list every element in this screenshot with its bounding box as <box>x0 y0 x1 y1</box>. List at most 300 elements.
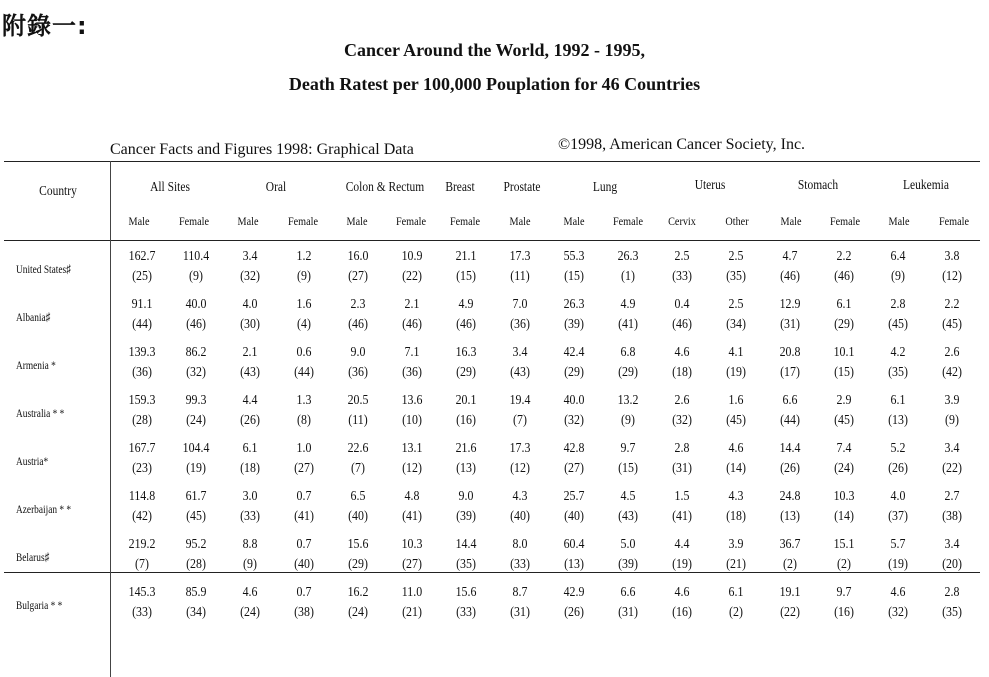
rate-cell <box>223 293 277 341</box>
rank-value: (25) <box>132 269 152 284</box>
rate-value: 2.8 <box>944 585 960 600</box>
rank-value: (9) <box>621 413 635 428</box>
rate-cell <box>493 341 547 389</box>
rate-cell <box>439 533 493 581</box>
rank-value: (18) <box>672 365 692 380</box>
rate-value: 6.1 <box>242 441 258 456</box>
rank-value: (9) <box>891 269 905 284</box>
rank-value: (32) <box>564 413 584 428</box>
rank-value: (36) <box>132 365 152 380</box>
rate-value: 1.3 <box>296 393 312 408</box>
subheader: Male <box>346 214 368 228</box>
rate-cell <box>223 245 277 293</box>
rate-value: 40.0 <box>185 297 207 312</box>
rank-value: (22) <box>402 269 422 284</box>
rank-value: (39) <box>618 557 638 572</box>
rate-value: 5.2 <box>890 441 906 456</box>
rate-value: 2.8 <box>674 441 690 456</box>
rate-value: 17.3 <box>509 249 531 264</box>
rate-cell <box>331 533 385 581</box>
rank-value: (43) <box>240 365 260 380</box>
rate-cell <box>817 581 871 629</box>
group-header-stomach: Stomach <box>797 178 839 193</box>
rate-value: 22.6 <box>347 441 369 456</box>
rank-value: (24) <box>186 413 206 428</box>
rate-value: 6.1 <box>890 393 906 408</box>
rate-cell <box>169 581 223 629</box>
rank-value: (33) <box>456 605 476 620</box>
rate-value: 2.2 <box>836 249 852 264</box>
rate-cell <box>817 437 871 485</box>
rate-value: 4.8 <box>404 489 420 504</box>
rate-cell <box>493 485 547 533</box>
country-name: Belarus♯ <box>16 549 50 564</box>
rate-value: 7.4 <box>836 441 852 456</box>
rate-value: 2.1 <box>404 297 420 312</box>
rank-value: (44) <box>780 413 800 428</box>
rate-cell <box>115 293 169 341</box>
group-header-colon-rectum: Colon & Rectum <box>345 180 425 195</box>
rate-cell <box>331 437 385 485</box>
group-header-prostate: Prostate <box>503 180 541 195</box>
rate-value: 159.3 <box>128 393 156 408</box>
rate-cell <box>493 533 547 581</box>
rate-value: 42.9 <box>563 585 585 600</box>
rank-value: (39) <box>564 317 584 332</box>
rate-cell <box>763 581 817 629</box>
rank-value: (31) <box>672 461 692 476</box>
rate-value: 1.6 <box>728 393 744 408</box>
rank-value: (26) <box>564 605 584 620</box>
rate-value: 10.3 <box>833 489 855 504</box>
rank-value: (35) <box>942 605 962 620</box>
rate-value: 16.2 <box>347 585 369 600</box>
rate-value: 6.6 <box>782 393 798 408</box>
rank-value: (40) <box>564 509 584 524</box>
rate-cell <box>169 389 223 437</box>
rate-cell <box>169 485 223 533</box>
rate-value: 25.7 <box>563 489 585 504</box>
rate-value: 10.1 <box>833 345 855 360</box>
rate-value: 95.2 <box>185 537 207 552</box>
rank-value: (37) <box>888 509 908 524</box>
rank-value: (29) <box>564 365 584 380</box>
rate-value: 0.7 <box>296 585 312 600</box>
country-cell <box>0 245 115 293</box>
rate-cell <box>709 245 763 293</box>
rate-cell <box>655 293 709 341</box>
rate-cell <box>763 293 817 341</box>
rank-value: (18) <box>240 461 260 476</box>
table-row <box>0 437 979 485</box>
rate-cell <box>817 341 871 389</box>
rate-value: 0.4 <box>674 297 690 312</box>
table-row <box>0 341 979 389</box>
rank-value: (12) <box>942 269 962 284</box>
rate-cell <box>439 293 493 341</box>
rank-value: (1) <box>621 269 635 284</box>
rate-cell <box>169 341 223 389</box>
rank-value: (30) <box>240 317 260 332</box>
rate-cell <box>601 389 655 437</box>
rank-value: (24) <box>240 605 260 620</box>
rank-value: (26) <box>780 461 800 476</box>
country-cell <box>0 485 115 533</box>
rate-cell <box>169 293 223 341</box>
rate-value: 4.4 <box>242 393 258 408</box>
rank-value: (21) <box>726 557 746 572</box>
rank-value: (38) <box>942 509 962 524</box>
rate-value: 4.1 <box>728 345 744 360</box>
rate-value: 9.7 <box>836 585 852 600</box>
country-cell <box>0 341 115 389</box>
rate-cell <box>223 533 277 581</box>
rate-value: 104.4 <box>182 441 210 456</box>
rate-cell <box>547 485 601 533</box>
rate-cell <box>817 245 871 293</box>
rate-cell <box>925 437 979 485</box>
rate-value: 12.9 <box>779 297 801 312</box>
rank-value: (11) <box>348 413 368 428</box>
rank-value: (42) <box>942 365 962 380</box>
rate-cell <box>925 293 979 341</box>
rate-cell <box>385 245 439 293</box>
rate-value: 20.1 <box>455 393 477 408</box>
rate-cell <box>331 581 385 629</box>
rate-cell <box>493 437 547 485</box>
rank-value: (32) <box>186 365 206 380</box>
rank-value: (9) <box>189 269 203 284</box>
rank-value: (16) <box>672 605 692 620</box>
rate-cell <box>493 293 547 341</box>
rate-cell <box>601 533 655 581</box>
country-name: Bulgaria * * <box>16 597 63 612</box>
rate-value: 4.6 <box>674 345 690 360</box>
rank-value: (2) <box>837 557 851 572</box>
rate-value: 3.4 <box>944 441 960 456</box>
country-cell <box>0 581 115 629</box>
rate-value: 114.8 <box>128 489 156 504</box>
rank-value: (44) <box>132 317 152 332</box>
rate-cell <box>331 341 385 389</box>
rate-value: 3.9 <box>944 393 960 408</box>
rate-value: 42.8 <box>563 441 585 456</box>
rate-value: 219.2 <box>128 537 156 552</box>
rate-cell <box>817 293 871 341</box>
rank-value: (43) <box>618 509 638 524</box>
group-header-lung: Lung <box>592 180 618 195</box>
rate-value: 167.7 <box>128 441 156 456</box>
subheader: Female <box>829 214 861 228</box>
country-name: Australia * * <box>16 405 65 420</box>
rank-value: (42) <box>132 509 152 524</box>
rate-cell <box>925 533 979 581</box>
title-line-1: Cancer Around the World, 1992 - 1995, <box>343 40 646 60</box>
rank-value: (16) <box>456 413 476 428</box>
rank-value: (40) <box>294 557 314 572</box>
rate-value: 162.7 <box>128 249 156 264</box>
rate-cell <box>925 581 979 629</box>
rank-value: (2) <box>783 557 797 572</box>
table-row <box>0 293 979 341</box>
subheader: Male <box>128 214 150 228</box>
rate-cell <box>493 245 547 293</box>
rank-value: (27) <box>402 557 422 572</box>
subheader: Cervix <box>668 214 696 228</box>
rate-value: 5.0 <box>620 537 636 552</box>
rate-cell <box>115 533 169 581</box>
rate-value: 2.6 <box>674 393 690 408</box>
rate-value: 4.2 <box>890 345 906 360</box>
group-header-breast: Breast <box>445 180 475 195</box>
rate-cell <box>115 245 169 293</box>
header-rule <box>4 240 980 241</box>
rate-cell <box>601 581 655 629</box>
rate-value: 10.3 <box>401 537 423 552</box>
rate-cell <box>547 533 601 581</box>
rate-value: 3.4 <box>512 345 528 360</box>
rank-value: (7) <box>135 557 149 572</box>
rate-cell <box>925 389 979 437</box>
rate-value: 16.0 <box>347 249 369 264</box>
rate-cell <box>277 293 331 341</box>
rate-cell <box>547 389 601 437</box>
rank-value: (22) <box>942 461 962 476</box>
rate-cell <box>493 581 547 629</box>
rate-value: 19.4 <box>509 393 531 408</box>
rank-value: (27) <box>294 461 314 476</box>
rate-cell <box>331 485 385 533</box>
rate-cell <box>871 485 925 533</box>
rate-value: 4.0 <box>242 297 258 312</box>
rate-value: 0.7 <box>296 489 312 504</box>
rate-value: 11.0 <box>401 585 423 600</box>
rate-cell <box>709 389 763 437</box>
rank-value: (19) <box>672 557 692 572</box>
rate-cell <box>871 245 925 293</box>
rank-value: (11) <box>510 269 530 284</box>
rate-value: 13.1 <box>401 441 423 456</box>
rate-value: 61.7 <box>185 489 207 504</box>
rank-value: (29) <box>618 365 638 380</box>
rate-cell <box>223 485 277 533</box>
rate-value: 4.6 <box>242 585 258 600</box>
rate-cell <box>925 485 979 533</box>
group-header-oral: Oral <box>265 180 287 195</box>
rate-cell <box>709 485 763 533</box>
rate-cell <box>385 389 439 437</box>
rate-cell <box>655 533 709 581</box>
rank-value: (31) <box>510 605 530 620</box>
rank-value: (12) <box>402 461 422 476</box>
rank-value: (46) <box>834 269 854 284</box>
rate-cell <box>763 485 817 533</box>
rate-value: 3.0 <box>242 489 258 504</box>
rank-value: (9) <box>945 413 959 428</box>
rate-cell <box>385 485 439 533</box>
country-cell <box>0 437 115 485</box>
country-name: United States♯ <box>16 261 71 276</box>
subheader: Male <box>237 214 259 228</box>
rate-cell <box>709 533 763 581</box>
rank-value: (12) <box>510 461 530 476</box>
table-row <box>0 245 979 293</box>
rank-value: (7) <box>351 461 365 476</box>
rank-value: (16) <box>834 605 854 620</box>
rate-cell <box>277 485 331 533</box>
rate-cell <box>817 485 871 533</box>
rate-cell <box>277 437 331 485</box>
rate-value: 139.3 <box>128 345 156 360</box>
rank-value: (19) <box>888 557 908 572</box>
rate-value: 4.0 <box>890 489 906 504</box>
rate-value: 85.9 <box>185 585 207 600</box>
rate-value: 4.7 <box>782 249 798 264</box>
subheader: Female <box>395 214 427 228</box>
country-cell <box>0 293 115 341</box>
rate-value: 86.2 <box>185 345 207 360</box>
top-rule <box>4 161 980 162</box>
rate-cell <box>169 437 223 485</box>
rate-cell <box>493 389 547 437</box>
rate-value: 21.6 <box>455 441 477 456</box>
rate-cell <box>709 293 763 341</box>
rate-value: 20.8 <box>779 345 801 360</box>
rate-cell <box>709 341 763 389</box>
rate-cell <box>871 437 925 485</box>
rank-value: (9) <box>297 269 311 284</box>
rate-cell <box>277 341 331 389</box>
rank-value: (33) <box>510 557 530 572</box>
rate-cell <box>439 245 493 293</box>
source-caption: Cancer Facts and Figures 1998: Graphical Data <box>110 141 414 158</box>
rate-value: 8.0 <box>512 537 528 552</box>
rate-cell <box>871 293 925 341</box>
rank-value: (13) <box>456 461 476 476</box>
rate-value: 13.6 <box>401 393 423 408</box>
rank-value: (4) <box>297 317 311 332</box>
rate-cell <box>385 533 439 581</box>
rate-value: 4.4 <box>674 537 690 552</box>
rate-cell <box>331 293 385 341</box>
rate-value: 4.9 <box>458 297 474 312</box>
rate-value: 1.2 <box>296 249 312 264</box>
rank-value: (18) <box>726 509 746 524</box>
rate-value: 7.1 <box>404 345 420 360</box>
rate-value: 4.9 <box>620 297 636 312</box>
rate-value: 6.1 <box>728 585 744 600</box>
rate-value: 2.5 <box>728 249 744 264</box>
rate-value: 6.4 <box>890 249 906 264</box>
rate-cell <box>115 341 169 389</box>
rank-value: (19) <box>186 461 206 476</box>
rate-value: 4.3 <box>728 489 744 504</box>
rank-value: (35) <box>888 365 908 380</box>
rank-value: (41) <box>402 509 422 524</box>
rank-value: (46) <box>348 317 368 332</box>
rank-value: (19) <box>726 365 746 380</box>
rank-value: (9) <box>243 557 257 572</box>
subheader: Other <box>725 214 749 228</box>
rate-cell <box>385 581 439 629</box>
group-header-leukemia: Leukemia <box>903 178 949 193</box>
rank-value: (36) <box>510 317 530 332</box>
rank-value: (43) <box>510 365 530 380</box>
rate-value: 36.7 <box>779 537 801 552</box>
rate-cell <box>601 245 655 293</box>
rank-value: (22) <box>780 605 800 620</box>
rate-value: 99.3 <box>185 393 207 408</box>
rate-cell <box>385 293 439 341</box>
rank-value: (39) <box>456 509 476 524</box>
rate-cell <box>871 389 925 437</box>
rate-value: 2.9 <box>836 393 852 408</box>
rate-cell <box>655 389 709 437</box>
rank-value: (15) <box>564 269 584 284</box>
rate-cell <box>439 485 493 533</box>
rank-value: (29) <box>456 365 476 380</box>
rate-cell <box>223 437 277 485</box>
rate-value: 145.3 <box>128 585 156 600</box>
rate-value: 4.3 <box>512 489 528 504</box>
rank-value: (40) <box>348 509 368 524</box>
rate-value: 2.5 <box>728 297 744 312</box>
rank-value: (41) <box>672 509 692 524</box>
rate-value: 20.5 <box>347 393 369 408</box>
rank-value: (35) <box>726 269 746 284</box>
rank-value: (46) <box>186 317 206 332</box>
rate-value: 1.5 <box>674 489 690 504</box>
subheader: Female <box>449 214 481 228</box>
rate-value: 15.6 <box>455 585 477 600</box>
country-name: Austria* <box>16 453 49 468</box>
rate-value: 19.1 <box>779 585 801 600</box>
rank-value: (45) <box>834 413 854 428</box>
rate-value: 14.4 <box>455 537 477 552</box>
rate-cell <box>763 341 817 389</box>
rate-value: 2.8 <box>890 297 906 312</box>
rank-value: (34) <box>186 605 206 620</box>
rate-cell <box>385 437 439 485</box>
table-row <box>0 581 979 629</box>
rate-cell <box>115 437 169 485</box>
rank-value: (28) <box>186 557 206 572</box>
country-header: Country <box>39 184 77 199</box>
rank-value: (33) <box>240 509 260 524</box>
table-row <box>0 485 979 533</box>
rate-value: 91.1 <box>131 297 153 312</box>
rank-value: (23) <box>132 461 152 476</box>
rate-cell <box>331 389 385 437</box>
rate-value: 8.7 <box>512 585 528 600</box>
rate-value: 14.4 <box>779 441 801 456</box>
rank-value: (41) <box>294 509 314 524</box>
rank-value: (15) <box>834 365 854 380</box>
rate-cell <box>223 389 277 437</box>
rate-value: 2.3 <box>350 297 366 312</box>
rank-value: (40) <box>510 509 530 524</box>
rate-value: 15.6 <box>347 537 369 552</box>
rate-cell <box>547 437 601 485</box>
table-row <box>0 389 979 437</box>
rank-value: (14) <box>726 461 746 476</box>
rate-cell <box>655 437 709 485</box>
rank-value: (27) <box>348 269 368 284</box>
rank-value: (45) <box>942 317 962 332</box>
rate-value: 15.1 <box>833 537 855 552</box>
rank-value: (2) <box>729 605 743 620</box>
rank-value: (46) <box>402 317 422 332</box>
